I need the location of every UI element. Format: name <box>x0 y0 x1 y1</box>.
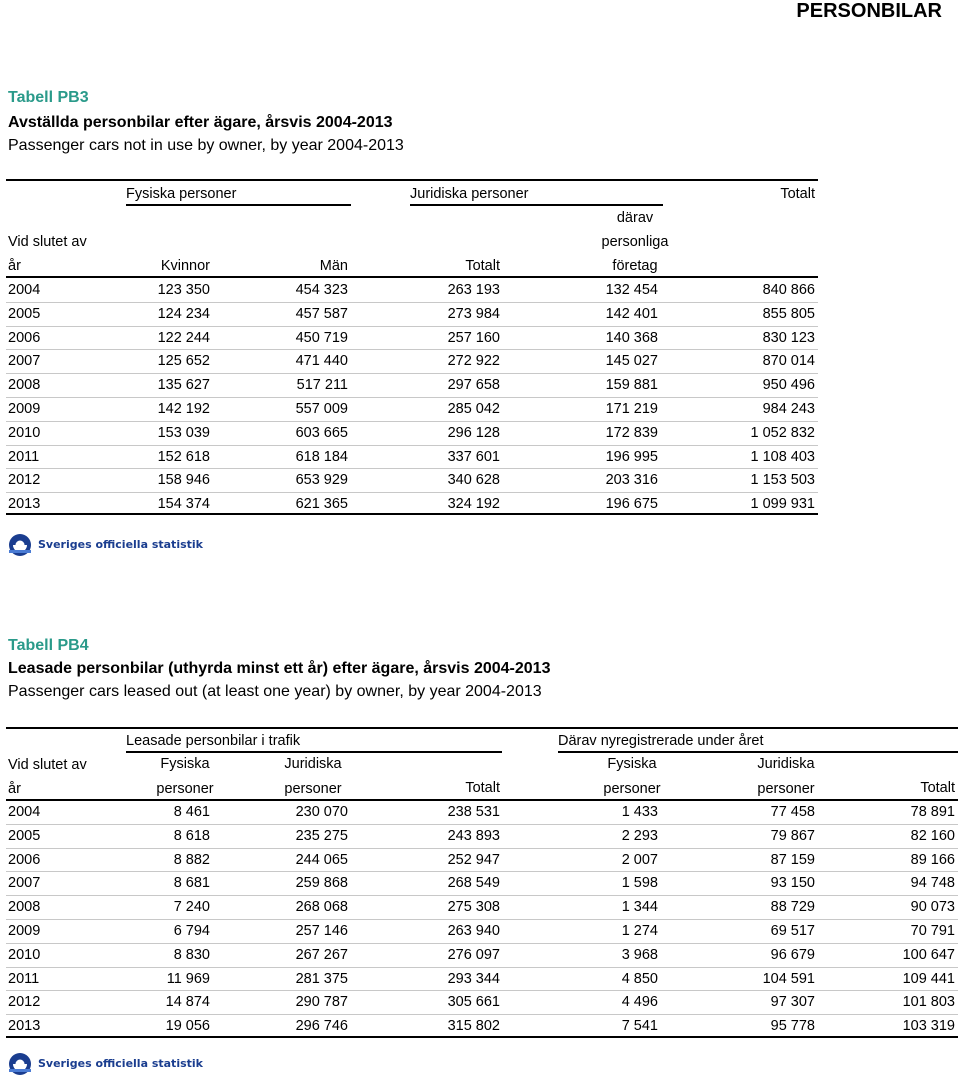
section-title: PERSONBILAR <box>796 0 942 22</box>
table-cell: 90 073 <box>910 899 955 916</box>
pb4-col-juridiska-2b: personer <box>757 781 815 797</box>
table-cell: 8 681 <box>173 875 210 892</box>
pb3-col-totalt: Totalt <box>465 258 500 274</box>
pb4-darav-rule <box>558 751 958 753</box>
table-cell: 196 675 <box>605 496 658 513</box>
table-cell: 243 893 <box>447 827 500 844</box>
pb3-top-rule <box>6 179 818 181</box>
pb4-top-rule <box>6 727 958 729</box>
pb3-header-rule <box>6 276 818 278</box>
pb4-header-rule <box>6 799 958 801</box>
table-cell: 70 791 <box>910 923 955 939</box>
table-cell: 171 219 <box>605 401 658 417</box>
table-cell: 257 160 <box>447 329 500 346</box>
table-cell: 454 323 <box>295 282 348 298</box>
table-row-year: 2007 <box>8 875 41 892</box>
table-cell: 1 274 <box>621 923 658 939</box>
sos-logo <box>6 531 216 559</box>
table-cell: 618 184 <box>295 448 348 465</box>
table-row-year: 2013 <box>8 1018 41 1035</box>
table-cell: 69 517 <box>770 923 815 939</box>
table-cell: 272 922 <box>447 353 500 370</box>
pb4-col-totalt-b: Totalt <box>920 780 955 796</box>
table-cell: 132 454 <box>605 282 658 298</box>
row-divider <box>6 1014 958 1015</box>
table-cell: 14 874 <box>165 994 210 1011</box>
table-cell: 7 541 <box>621 1018 658 1035</box>
pb3-title-sv: Avställda personbilar efter ägare, årsvis 2004-2013 <box>8 114 393 131</box>
table-cell: 517 211 <box>296 377 348 394</box>
pb3-col-darav-1: därav <box>616 210 654 226</box>
table-cell: 79 867 <box>770 827 815 844</box>
table-cell: 89 166 <box>910 851 955 868</box>
pb4-col-fysiska-1: Fysiska <box>160 756 210 772</box>
table-cell: 830 123 <box>762 329 815 346</box>
pb4-col-fysiska-1b: Fysiska <box>607 756 657 772</box>
table-cell: 135 627 <box>157 377 210 394</box>
table-row-year: 2010 <box>8 424 41 441</box>
table-cell: 855 805 <box>762 305 815 322</box>
table-cell: 103 319 <box>902 1018 955 1035</box>
table-row-year: 2011 <box>8 448 40 465</box>
table-cell: 281 375 <box>295 970 348 987</box>
table-cell: 268 549 <box>447 875 500 892</box>
table-cell: 97 307 <box>770 994 815 1011</box>
table-cell: 158 946 <box>157 472 210 489</box>
table-row-year: 2011 <box>8 970 40 987</box>
table-cell: 8 618 <box>173 827 210 844</box>
pb4-col-fysiska-2b: personer <box>603 781 661 797</box>
table-row-year: 2009 <box>8 401 41 417</box>
table-cell: 140 368 <box>605 329 658 346</box>
table-cell: 4 496 <box>621 994 658 1011</box>
table-cell: 203 316 <box>605 472 658 489</box>
table-cell: 315 802 <box>447 1018 500 1035</box>
row-divider <box>6 967 958 968</box>
table-cell: 471 440 <box>295 353 348 370</box>
table-cell: 285 042 <box>447 401 500 417</box>
table-cell: 3 968 <box>621 946 658 963</box>
table-row-year: 2007 <box>8 353 41 370</box>
table-cell: 8 830 <box>173 946 210 963</box>
table-cell: 88 729 <box>770 899 815 916</box>
table-cell: 104 591 <box>762 970 815 987</box>
table-cell: 290 787 <box>295 994 348 1011</box>
table-cell: 7 240 <box>173 899 210 916</box>
pb3-title-en: Passenger cars not in use by owner, by year 2004-2013 <box>8 137 404 154</box>
pb4-row-label-2: år <box>8 781 21 797</box>
table-cell: 268 068 <box>295 899 348 916</box>
table-cell: 276 097 <box>447 946 500 963</box>
table-cell: 172 839 <box>605 424 658 441</box>
table-cell: 324 192 <box>447 496 500 513</box>
row-divider <box>6 326 818 327</box>
table-cell: 196 995 <box>605 448 658 465</box>
table-cell: 19 056 <box>165 1018 210 1035</box>
pb3-col-kvinnor: Kvinnor <box>160 258 210 274</box>
table-cell: 87 159 <box>770 851 815 868</box>
table-cell: 297 658 <box>447 377 500 394</box>
table-cell: 11 969 <box>166 970 210 987</box>
pb3-group-totalt: Totalt <box>780 186 815 202</box>
row-divider <box>6 492 818 493</box>
pb3-group-juridiska: Juridiska personer <box>410 186 529 202</box>
table-cell: 1 108 403 <box>750 448 815 465</box>
pb3-group-fysiska: Fysiska personer <box>126 186 237 202</box>
pb3-row-label-2: år <box>8 258 21 274</box>
table-cell: 621 365 <box>295 496 348 513</box>
table-cell: 159 881 <box>605 377 658 394</box>
table-cell: 230 070 <box>295 804 348 820</box>
row-divider <box>6 919 958 920</box>
table-cell: 259 868 <box>295 875 348 892</box>
table-cell: 1 598 <box>621 875 658 892</box>
table-cell: 950 496 <box>762 377 815 394</box>
table-cell: 450 719 <box>295 329 348 346</box>
table-cell: 109 441 <box>902 970 955 987</box>
table-cell: 145 027 <box>605 353 658 370</box>
pb3-fysiska-rule <box>126 204 351 206</box>
table-cell: 1 099 931 <box>750 496 815 513</box>
pb4-col-juridiska-1: Juridiska <box>284 756 342 772</box>
table-cell: 257 146 <box>295 923 348 939</box>
table-cell: 142 192 <box>157 401 210 417</box>
table-cell: 235 275 <box>295 827 348 844</box>
table-cell: 4 850 <box>621 970 658 987</box>
table-cell: 984 243 <box>762 401 815 417</box>
pb4-title-en: Passenger cars leased out (at least one year) by owner, by year 2004-2013 <box>8 683 542 700</box>
row-divider <box>6 373 818 374</box>
table-cell: 1 153 503 <box>750 472 815 489</box>
pb4-bottom-rule <box>6 1036 958 1038</box>
row-divider <box>6 871 958 872</box>
pb4-col-juridiska-1b: Juridiska <box>757 756 815 772</box>
pb4-leasade-rule <box>126 751 502 753</box>
row-divider <box>6 990 958 991</box>
table-cell: 337 601 <box>447 448 500 465</box>
table-row-year: 2009 <box>8 923 41 939</box>
table-cell: 840 866 <box>762 282 815 298</box>
row-divider <box>6 943 958 944</box>
table-cell: 557 009 <box>295 401 348 417</box>
table-row-year: 2008 <box>8 899 41 916</box>
table-cell: 152 618 <box>157 448 210 465</box>
table-cell: 95 778 <box>770 1018 815 1035</box>
table-cell: 340 628 <box>447 472 500 489</box>
sos-logo-2 <box>6 1050 216 1078</box>
table-cell: 142 401 <box>605 305 658 322</box>
table-cell: 263 940 <box>447 923 500 939</box>
row-divider <box>6 397 818 398</box>
table-cell: 82 160 <box>910 827 955 844</box>
table-cell: 100 647 <box>902 946 955 963</box>
table-cell: 238 531 <box>447 804 500 820</box>
table-cell: 77 458 <box>770 804 815 820</box>
table-cell: 263 193 <box>447 282 500 298</box>
table-cell: 2 007 <box>621 851 658 868</box>
table-cell: 296 128 <box>447 424 500 441</box>
row-divider <box>6 895 958 896</box>
pb3-col-man: Män <box>319 258 348 274</box>
table-cell: 122 244 <box>157 329 210 346</box>
pb3-col-darav-2: personliga <box>601 234 669 250</box>
table-cell: 1 433 <box>621 804 658 820</box>
table-cell: 153 039 <box>157 424 210 441</box>
table-cell: 8 461 <box>173 804 210 820</box>
table-row-year: 2005 <box>8 305 41 322</box>
table-row-year: 2004 <box>8 804 41 820</box>
table-cell: 94 748 <box>910 875 955 892</box>
table-cell: 296 746 <box>295 1018 348 1035</box>
table-cell: 603 665 <box>295 424 348 441</box>
table-row-year: 2010 <box>8 946 41 963</box>
pb3-juridiska-rule <box>410 204 663 206</box>
table-cell: 154 374 <box>157 496 210 513</box>
table-cell: 8 882 <box>173 851 210 868</box>
table-cell: 305 661 <box>447 994 500 1011</box>
table-row-year: 2013 <box>8 496 41 513</box>
row-divider <box>6 302 818 303</box>
table-cell: 78 891 <box>910 804 955 820</box>
table-cell: 125 652 <box>157 353 210 370</box>
table-row-year: 2012 <box>8 472 41 489</box>
pb4-title-sv: Leasade personbilar (uthyrda minst ett år) efter ägare, årsvis 2004-2013 <box>8 660 551 677</box>
sos-logo-text-2: Sveriges officiella statistik <box>38 1057 203 1070</box>
table-row-year: 2012 <box>8 994 41 1011</box>
table-cell: 275 308 <box>447 899 500 916</box>
pb3-row-label-1: Vid slutet av <box>8 234 87 250</box>
row-divider <box>6 824 958 825</box>
table-cell: 457 587 <box>295 305 348 322</box>
pb4-group-leasade: Leasade personbilar i trafik <box>126 733 301 749</box>
sos-logo-text: Sveriges officiella statistik <box>38 538 203 551</box>
table-cell: 244 065 <box>295 851 348 868</box>
pb4-table-id: Tabell PB4 <box>8 637 89 654</box>
table-cell: 870 014 <box>762 353 815 370</box>
table-row-year: 2006 <box>8 851 41 868</box>
table-cell: 1 052 832 <box>750 424 815 441</box>
table-cell: 93 150 <box>770 875 815 892</box>
table-cell: 252 947 <box>447 851 500 868</box>
pb4-group-darav: Därav nyregistrerade under året <box>558 733 764 749</box>
pb4-row-label-1: Vid slutet av <box>8 757 87 773</box>
table-cell: 2 293 <box>621 827 658 844</box>
table-cell: 6 794 <box>173 923 210 939</box>
table-row-year: 2005 <box>8 827 41 844</box>
table-cell: 124 234 <box>157 305 210 322</box>
table-cell: 267 267 <box>295 946 348 963</box>
pb4-col-totalt: Totalt <box>465 780 500 796</box>
pb3-col-darav-3: företag <box>612 258 658 274</box>
table-cell: 293 344 <box>447 970 500 987</box>
table-cell: 653 929 <box>295 472 348 489</box>
pb3-bottom-rule <box>6 513 818 515</box>
table-cell: 273 984 <box>447 305 500 322</box>
table-cell: 123 350 <box>157 282 210 298</box>
row-divider <box>6 848 958 849</box>
table-row-year: 2004 <box>8 282 41 298</box>
table-cell: 96 679 <box>770 946 815 963</box>
pb4-col-fysiska-2: personer <box>156 781 214 797</box>
row-divider <box>6 349 818 350</box>
table-row-year: 2006 <box>8 329 41 346</box>
row-divider <box>6 445 818 446</box>
table-row-year: 2008 <box>8 377 41 394</box>
pb4-col-juridiska-2: personer <box>284 781 342 797</box>
pb3-table-id: Tabell PB3 <box>8 89 89 106</box>
row-divider <box>6 421 818 422</box>
table-cell: 1 344 <box>621 899 658 916</box>
table-cell: 101 803 <box>902 994 955 1011</box>
row-divider <box>6 468 818 469</box>
